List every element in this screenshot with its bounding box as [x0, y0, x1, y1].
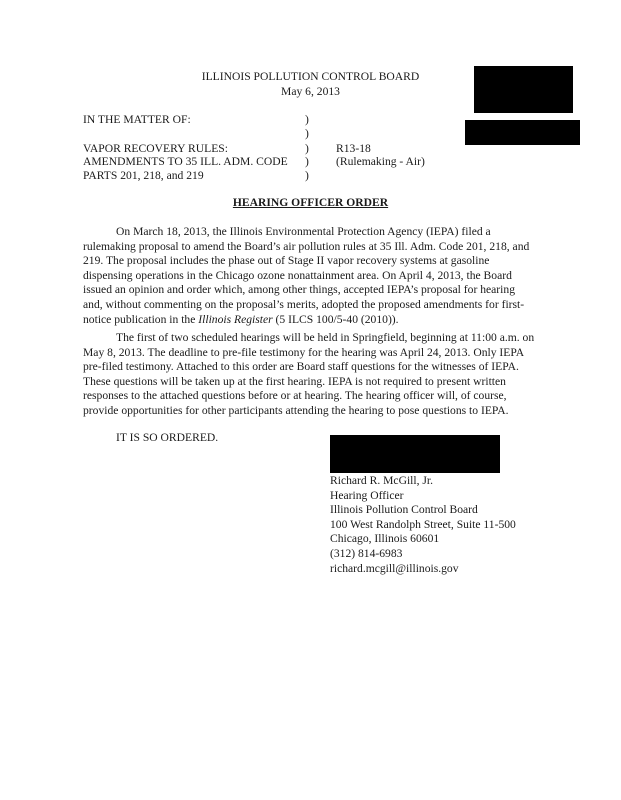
illinois-register-title: Illinois Register	[198, 312, 273, 326]
signer-phone: (312) 814-6983	[330, 546, 403, 560]
caption-bracket: )	[305, 155, 309, 168]
paragraph-line: issued an opinion and order which, among other things, accepted IEPA’s proposal for hearing	[83, 283, 515, 297]
rulemaking-type: (Rulemaking - Air)	[336, 155, 425, 168]
signer-title: Hearing Officer	[330, 488, 404, 502]
signer-organization: Illinois Pollution Control Board	[330, 503, 478, 517]
caption-line: PARTS 201, 218, and 219	[83, 169, 204, 182]
order-date: May 6, 2013	[281, 85, 340, 98]
caption-bracket: )	[305, 113, 309, 126]
caption-bracket: )	[305, 142, 309, 155]
redaction-block-signature	[330, 435, 500, 473]
closing-statement: IT IS SO ORDERED.	[116, 431, 219, 444]
caption-line: VAPOR RECOVERY RULES:	[83, 142, 228, 155]
signer-name: Richard R. McGill, Jr.	[330, 474, 434, 487]
signer-email: richard.mcgill@illinois.gov	[330, 561, 459, 575]
signer-city: Chicago, Illinois 60601	[330, 532, 440, 546]
paragraph-line: On March 18, 2013, the Illinois Environmental Protection Agency (IEPA) filed a	[116, 225, 491, 238]
caption-bracket: )	[305, 127, 309, 140]
paragraph-line: and, without commenting on the proposal’s merits, adopted the proposed amendments for first-	[83, 297, 525, 311]
paragraph-1	[83, 225, 549, 327]
paragraph-line: dispensing operations in the Chicago ozone nonattainment area. On April 4, 2013, the Board	[83, 268, 512, 282]
paragraph-line: pre-filed testimony. Attached to this order are Board staff questions for the witnesses of IEPA.	[83, 360, 519, 374]
paragraph-line: responses to the attached questions before or at hearing. The hearing officer will, of course,	[83, 389, 507, 403]
signature-block	[330, 474, 516, 576]
docket-number: R13-18	[336, 142, 371, 155]
board-name: ILLINOIS POLLUTION CONTROL BOARD	[201, 70, 420, 83]
text-fragment: (5 ILCS 100/5-40 (2010)).	[272, 312, 399, 326]
caption-bracket: )	[305, 169, 309, 182]
order-title: HEARING OFFICER ORDER	[232, 196, 389, 209]
text-fragment: notice publication in the	[83, 312, 199, 326]
paragraph-2	[83, 331, 549, 419]
paragraph-line-last	[83, 313, 549, 328]
paragraph-line: These questions will be taken up at the first hearing. IEPA is not required to present written	[83, 374, 506, 388]
paragraph-line: May 8, 2013. The deadline to pre-file testimony for the hearing was April 24, 2013. Only IEPA	[83, 345, 525, 359]
redaction-block-stamp	[465, 120, 580, 145]
caption-line: AMENDMENTS TO 35 ILL. ADM. CODE	[83, 155, 288, 168]
paragraph-line: rulemaking proposal to amend the Board’s air pollution rules at 35 Ill. Adm. Code 201, 218, and	[83, 239, 530, 253]
paragraph-line: provide opportunities for other participants attending the hearing to pose questions to IEPA.	[83, 403, 509, 417]
paragraph-line: 219. The proposal includes the phase out of Stage II vapor recovery systems at gasoline	[83, 254, 490, 268]
caption-matter: IN THE MATTER OF:	[83, 113, 191, 126]
signer-address: 100 West Randolph Street, Suite 11-500	[330, 517, 516, 531]
paragraph-line: The first of two scheduled hearings will be held in Springfield, beginning at 11:00 a.m. on	[116, 331, 535, 344]
